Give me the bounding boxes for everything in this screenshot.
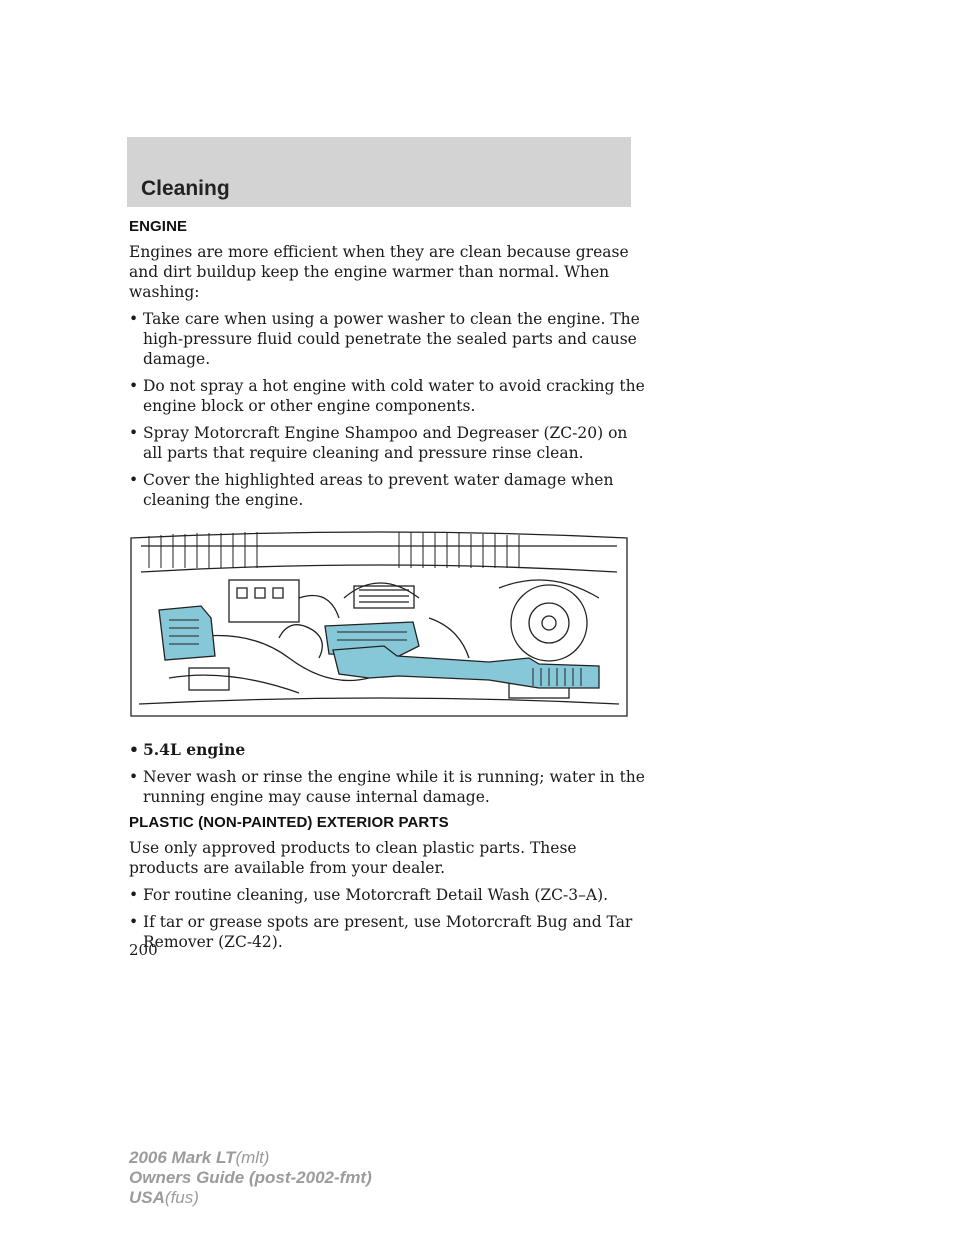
page-content — [129, 218, 649, 959]
list-item: • Take care when using a power washer to clean the engine. The high-pressure fluid could penetrate the sealed parts and cause damage. — [129, 310, 640, 368]
engine-compartment-illustration — [129, 528, 629, 723]
engine-bullet-list — [129, 309, 649, 510]
engine-heading: ENGINE — [129, 218, 188, 235]
list-item: • If tar or grease spots are present, use Motorcraft Bug and Tar Remover (ZC-42). — [129, 913, 633, 951]
plastic-parts-intro: Use only approved products to clean plastic parts. These products are available from your dealer. — [129, 839, 577, 877]
footer-line-market: USA(fus) — [129, 1188, 199, 1207]
plastic-parts-heading: PLASTIC (NON-PAINTED) EXTERIOR PARTS — [129, 814, 449, 831]
list-item: • Do not spray a hot engine with cold water to avoid cracking the engine block or other engine components. — [129, 377, 645, 415]
footer-line-model: 2006 Mark LT(mlt) — [129, 1148, 270, 1167]
plastic-bullet-list — [129, 885, 649, 952]
document-footer — [129, 1148, 372, 1208]
chapter-header-band — [127, 137, 631, 207]
figure-caption: • 5.4L engine — [129, 740, 246, 759]
page-number: 200 — [129, 941, 158, 959]
list-item: • Cover the highlighted areas to prevent water damage when cleaning the engine. — [129, 471, 614, 509]
list-item: • Spray Motorcraft Engine Shampoo and Degreaser (ZC-20) on all parts that require cleaning and pressure rinse clean. — [129, 424, 628, 462]
list-item: • For routine cleaning, use Motorcraft Detail Wash (ZC-3–A). — [129, 886, 609, 904]
figure-notes-list — [129, 740, 649, 807]
chapter-title: Cleaning — [141, 177, 230, 200]
footer-line-guide: Owners Guide (post-2002-fmt) — [129, 1168, 372, 1187]
list-item: • Never wash or rinse the engine while it is running; water in the running engine may cause internal damage. — [129, 768, 645, 806]
engine-intro: Engines are more efficient when they are clean because grease and dirt buildup keep the engine warmer than normal. When washing: — [129, 243, 629, 301]
